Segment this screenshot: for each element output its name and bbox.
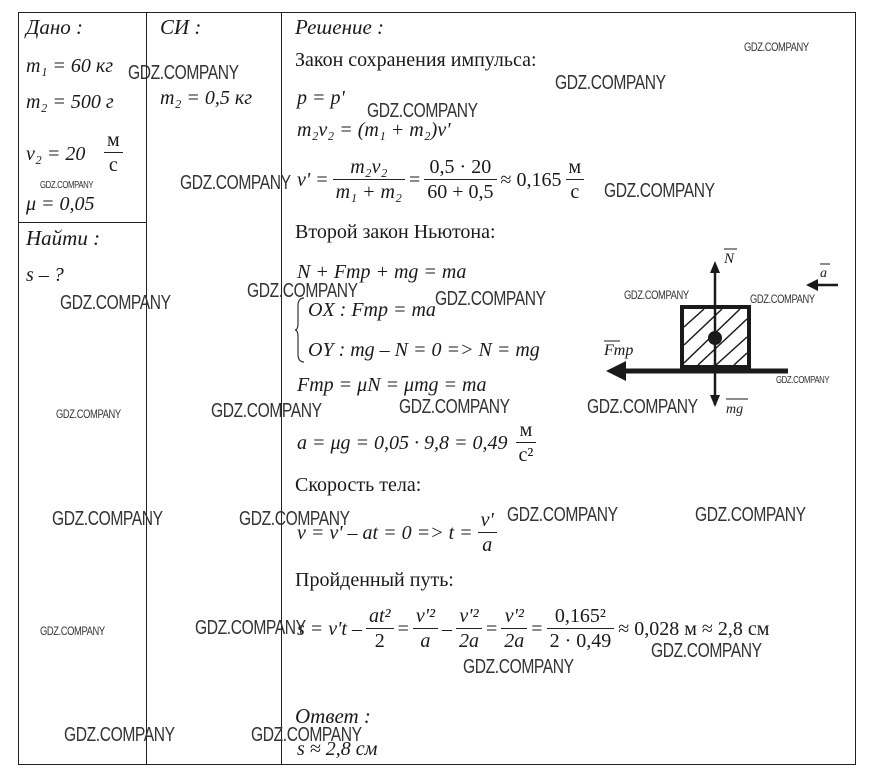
label-a: a — [820, 266, 827, 281]
answer-heading: Ответ : — [295, 704, 371, 728]
eq-path-frac4 — [501, 604, 527, 653]
eq-path-result: ≈ 0,028 м ≈ 2,8 см — [618, 617, 770, 640]
watermark: GDZ.COMPANY — [52, 508, 163, 530]
friction-arrowhead — [606, 361, 626, 381]
eq-path-frac2 — [413, 604, 438, 653]
section-speed: Скорость тела: — [295, 474, 422, 496]
watermark: GDZ.COMPANY — [604, 180, 715, 202]
eq-path-frac1 — [366, 604, 394, 653]
eq-v-frac1-den: m₁ + m₂ — [335, 181, 402, 203]
eq-path-frac3 — [456, 604, 482, 653]
eq-v-frac2-num: 0,5 · 20 — [424, 155, 496, 180]
watermark: GDZ.COMPANY — [56, 407, 121, 421]
eq-a-unit-den: с² — [518, 444, 534, 466]
eq-a-unit-num: м — [516, 418, 537, 443]
watermark: GDZ.COMPANY — [40, 180, 94, 191]
eq-v-frac2-den: 60 + 0,5 — [427, 181, 494, 203]
eq-v-frac2 — [424, 155, 496, 204]
watermark: GDZ.COMPANY — [251, 724, 362, 746]
label-N: N — [724, 251, 735, 267]
eq-path-f4-num: v'² — [501, 604, 527, 629]
watermark: GDZ.COMPANY — [211, 400, 322, 422]
eq-path-f5-num: 0,165² — [547, 604, 615, 629]
label-F: Fтр — [604, 342, 634, 359]
eq-speed-prefix: v = v' – at = 0 => t = — [297, 521, 473, 544]
normal-force-arrowhead — [710, 261, 720, 273]
given-v2-unit-num: м — [104, 128, 123, 153]
eq-m2v2: m₂v₂ = (m₁ + m₂)v' — [297, 119, 451, 141]
eq-path-frac5 — [547, 604, 615, 653]
find-value: s – ? — [26, 264, 64, 286]
given-mu: μ = 0,05 — [26, 193, 95, 215]
eq-path-f3-den: 2a — [459, 630, 479, 652]
eq-p: p = p' — [297, 87, 345, 109]
eq-ox: OX : Fтр = ma — [308, 299, 436, 321]
find-heading: Найти : — [26, 226, 101, 250]
eq-path-f4-den: 2a — [504, 630, 525, 652]
eq-v-unit-num: м — [566, 155, 585, 180]
eq-a-text: a = μg = 0,05 · 9,8 = 0,49 — [297, 431, 508, 454]
eq-path-eq3: = — [531, 617, 543, 640]
column-divider-si-solution — [281, 12, 282, 765]
si-heading: СИ : — [160, 15, 202, 39]
solution-heading: Решение : — [295, 15, 385, 39]
eq-path-f5-den: 2 · 0,49 — [549, 630, 612, 652]
given-v2-unit-den: с — [108, 154, 118, 176]
watermark: GDZ.COMPANY — [399, 396, 510, 418]
force-diagram — [598, 245, 843, 420]
watermark: GDZ.COMPANY — [128, 62, 239, 84]
center-of-mass — [708, 331, 722, 345]
eq-v-frac1-num: m₂v₂ — [333, 155, 405, 180]
eq-speed-den: a — [482, 534, 493, 556]
eq-speed-num: v' — [478, 508, 497, 533]
given-m1: m₁ = 60 кг — [26, 55, 114, 77]
eq-velocity — [297, 155, 584, 204]
watermark: GDZ.COMPANY — [40, 624, 105, 638]
system-brace — [295, 297, 305, 363]
section-newton: Второй закон Ньютона: — [295, 221, 496, 243]
row-divider-given-find — [18, 222, 147, 223]
watermark: GDZ.COMPANY — [507, 504, 618, 526]
eq-acceleration — [297, 418, 536, 467]
eq-v-equals: = — [408, 168, 421, 191]
given-m2: m₂ = 500 г — [26, 91, 114, 113]
watermark: GDZ.COMPANY — [367, 100, 478, 122]
watermark: GDZ.COMPANY — [750, 292, 815, 306]
given-v2: v₂ = 20 — [26, 143, 86, 165]
label-mg: mg — [726, 402, 744, 417]
acceleration-arrowhead — [806, 279, 818, 291]
eq-speed-frac — [478, 508, 497, 557]
eq-path-minus: – — [442, 617, 452, 640]
eq-v-prefix: v' = — [297, 168, 329, 191]
eq-path-eq1: = — [397, 617, 409, 640]
given-v2-unit — [104, 128, 123, 177]
eq-path-f3-num: v'² — [456, 604, 482, 629]
column-divider-given-si — [146, 12, 147, 765]
eq-path-f1-den: 2 — [374, 630, 385, 652]
gravity-arrowhead — [710, 395, 720, 407]
eq-oy: OY : mg – N = 0 => N = mg — [308, 339, 540, 361]
section-momentum: Закон сохранения импульса: — [295, 49, 537, 71]
watermark: GDZ.COMPANY — [60, 292, 171, 314]
watermark: GDZ.COMPANY — [744, 40, 809, 54]
watermark: GDZ.COMPANY — [776, 375, 830, 386]
eq-v-unit — [566, 155, 585, 204]
watermark: GDZ.COMPANY — [555, 72, 666, 94]
watermark: GDZ.COMPANY — [64, 724, 175, 746]
eq-v-frac1 — [333, 155, 405, 204]
eq-path-f2-num: v'² — [413, 604, 438, 629]
watermark: GDZ.COMPANY — [247, 280, 358, 302]
eq-a-unit — [516, 418, 537, 467]
watermark: GDZ.COMPANY — [587, 396, 698, 418]
watermark: GDZ.COMPANY — [651, 640, 762, 662]
eq-path-eq2: = — [486, 617, 498, 640]
eq-path-f2-den: a — [420, 630, 431, 652]
watermark: GDZ.COMPANY — [180, 172, 291, 194]
watermark: GDZ.COMPANY — [435, 288, 546, 310]
watermark: GDZ.COMPANY — [463, 656, 574, 678]
eq-path-s: s = v't – — [297, 617, 362, 640]
watermark: GDZ.COMPANY — [239, 508, 350, 530]
watermark: GDZ.COMPANY — [195, 617, 306, 639]
watermark: GDZ.COMPANY — [695, 504, 806, 526]
eq-friction: Fтр = μN = μmg = ma — [297, 374, 487, 396]
eq-v-result: ≈ 0,165 — [500, 168, 562, 191]
section-path: Пройденный путь: — [295, 569, 454, 591]
si-m2: m₂ = 0,5 кг — [160, 87, 253, 109]
given-heading: Дано : — [26, 15, 84, 39]
eq-path-f1-num: at² — [366, 604, 394, 629]
eq-v-unit-den: с — [570, 181, 580, 203]
answer-value: s ≈ 2,8 см — [297, 738, 378, 760]
eq-newton: N + Fтр + mg = ma — [297, 261, 467, 283]
watermark: GDZ.COMPANY — [624, 288, 689, 302]
